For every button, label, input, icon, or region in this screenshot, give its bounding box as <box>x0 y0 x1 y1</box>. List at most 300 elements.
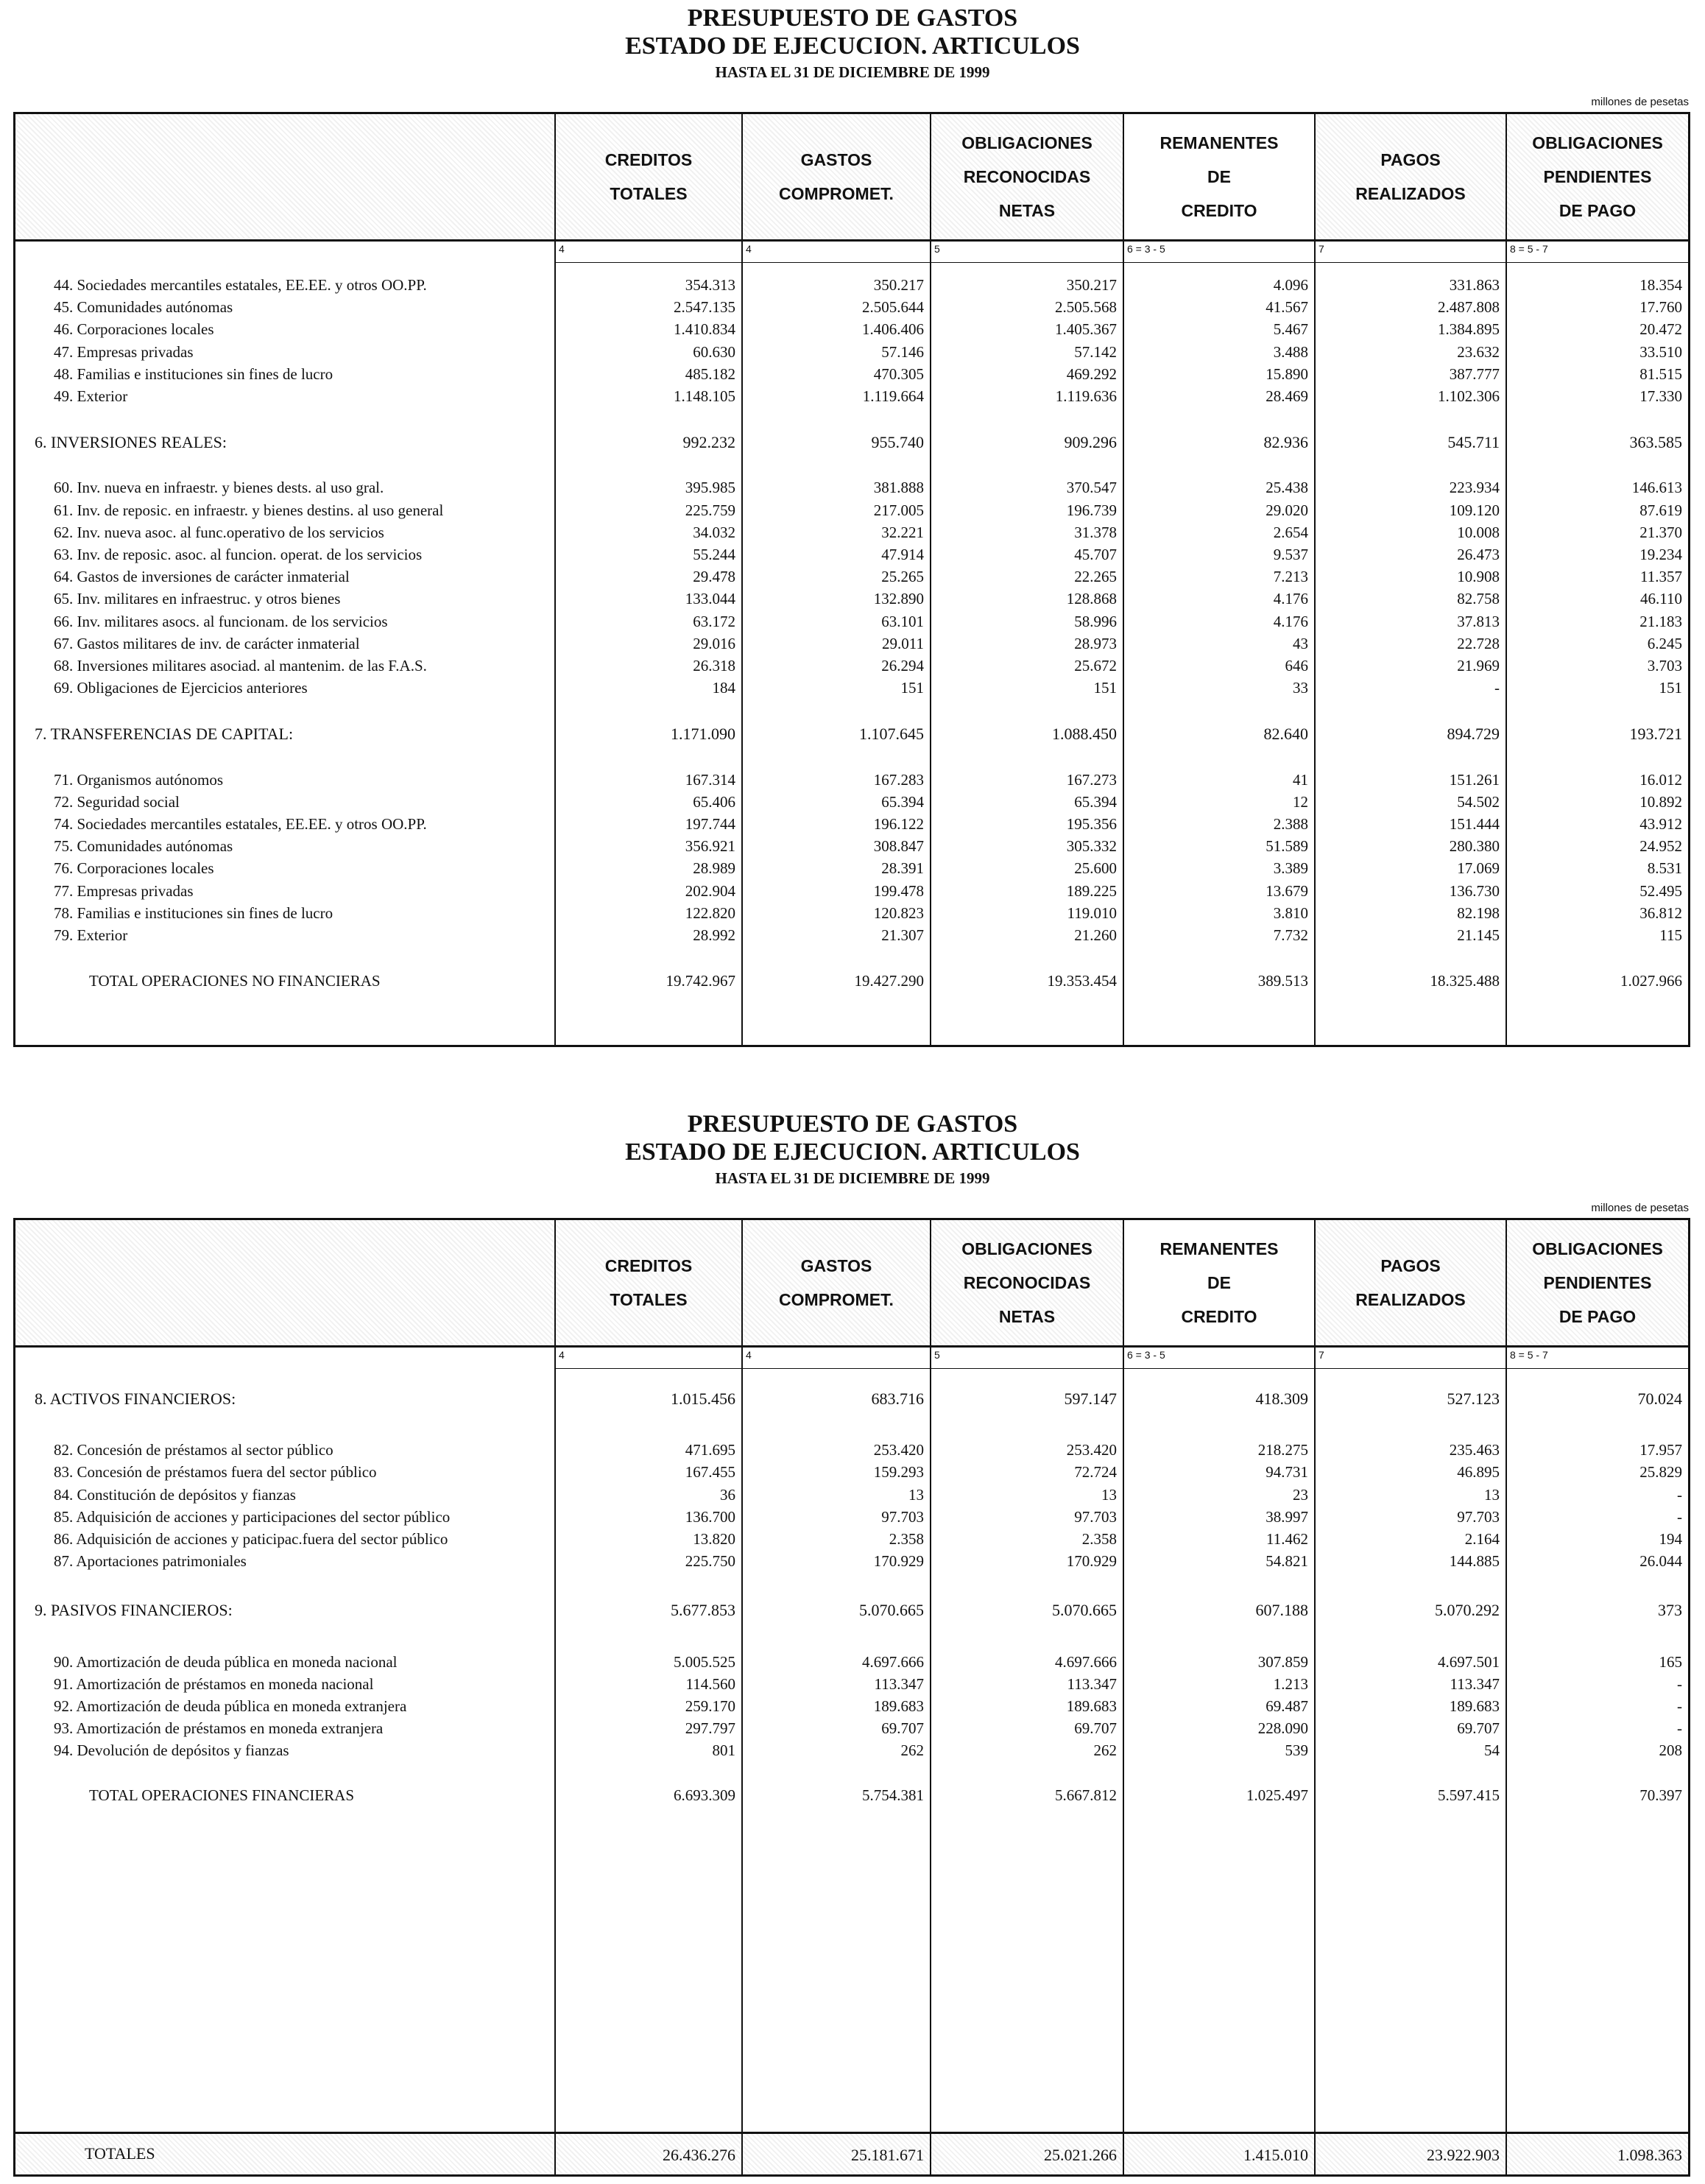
cell-value: 5.070.665 <box>1052 1601 1117 1620</box>
row-label-header <box>15 1220 554 1345</box>
table-row <box>15 320 1688 342</box>
column-header-line: RECONOCIDAS <box>963 167 1091 186</box>
cell-value: 28.973 <box>1074 634 1117 652</box>
cell-value: 485.182 <box>685 364 735 383</box>
cell-value: 33 <box>1293 679 1308 697</box>
column-header-line: OBLIGACIONES <box>1532 1239 1663 1258</box>
cell-value: 10.892 <box>1639 792 1682 811</box>
cell-value: 57.146 <box>881 342 924 361</box>
cell-value: 6.245 <box>1647 634 1682 652</box>
cell-value: 21.969 <box>1457 657 1500 674</box>
cell-value: 235.463 <box>1449 1441 1500 1459</box>
cell-value: 17.760 <box>1639 298 1682 317</box>
cell-value: 54.502 <box>1457 792 1500 811</box>
cell-value: 5.677.853 <box>671 1601 735 1620</box>
cell-value: 82.758 <box>1457 590 1500 608</box>
cell-value: 45.707 <box>1074 546 1117 563</box>
row-label-header <box>15 114 554 239</box>
cell-value: 683.716 <box>871 1389 924 1408</box>
cell-value: 4.176 <box>1273 612 1308 630</box>
table-row <box>15 1719 1688 1741</box>
row-label: 67. Gastos militares de inv. de carácter inmaterial <box>54 634 360 652</box>
row-label: 74. Sociedades mercantiles estatales, EE.EE. y otros OO.PP. <box>54 815 427 833</box>
cell-value: 65.406 <box>693 792 735 811</box>
cell-value: 11.357 <box>1640 568 1682 586</box>
cell-value: 29.011 <box>882 634 924 652</box>
row-label: 87. Aportaciones patrimoniales <box>54 1552 247 1571</box>
cell-value: 63.101 <box>881 612 924 630</box>
row-label: 94. Devolución de depósitos y fianzas <box>54 1741 289 1760</box>
column-header <box>556 1220 741 1345</box>
cell-value: 2.487.808 <box>1438 298 1500 317</box>
cell-value: 114.560 <box>685 1674 735 1693</box>
cell-value: 1.102.306 <box>1438 387 1500 405</box>
column-header-line: OBLIGACIONES <box>961 1239 1092 1258</box>
row-label: 78. Familias e instituciones sin fines de lucro <box>54 903 333 922</box>
row-label: TOTAL OPERACIONES FINANCIERAS <box>89 1786 355 1804</box>
column-header-line: DE <box>1207 1273 1231 1292</box>
cell-value: 159.293 <box>873 1463 924 1482</box>
title: PRESUPUESTO DE GASTOS <box>687 4 1018 32</box>
row-label: 46. Corporaciones locales <box>54 320 214 339</box>
table-row <box>15 1741 1688 1764</box>
table-row <box>15 882 1688 904</box>
cell-value: 70.024 <box>1637 1389 1682 1408</box>
cell-value: 41 <box>1293 770 1308 789</box>
cell-value: 21.260 <box>1074 926 1117 944</box>
cell-value: 363.585 <box>1629 433 1682 452</box>
cell-value: 223.934 <box>1449 479 1500 497</box>
cell-value: 193.721 <box>1629 725 1682 744</box>
cell-value: 11.462 <box>1266 1530 1308 1548</box>
cell-value: 189.225 <box>1066 881 1117 900</box>
cell-value: 2.358 <box>889 1530 924 1548</box>
cell-value: 5.070.292 <box>1435 1601 1500 1620</box>
cell-value: 167.314 <box>685 770 735 789</box>
cell-value: 208 <box>1659 1741 1682 1760</box>
date-line: HASTA EL 31 DE DICIEMBRE DE 1999 <box>715 63 990 81</box>
row-label: 82. Concesión de préstamos al sector público <box>54 1441 333 1459</box>
cell-value: 170.929 <box>1066 1552 1117 1571</box>
cell-value: 28.989 <box>693 859 735 878</box>
table-row <box>15 1653 1688 1675</box>
cell-value: 69.707 <box>881 1719 924 1738</box>
cell-value: 381.888 <box>873 479 924 497</box>
column-header-line: DE PAGO <box>1558 201 1637 220</box>
cell-value: 151 <box>1659 679 1682 697</box>
cell-value: 113.347 <box>874 1674 924 1693</box>
cell-value: 2.654 <box>1273 523 1308 541</box>
cell-value: 52.495 <box>1639 881 1682 900</box>
cell-value: 19.353.454 <box>1047 972 1117 990</box>
cell-value: 199.478 <box>873 881 924 900</box>
cell-value: 189.683 <box>873 1697 924 1715</box>
budget-table <box>13 1218 1690 2177</box>
table-row <box>15 613 1688 635</box>
cell-value: 7.213 <box>1273 568 1308 586</box>
table-row <box>15 837 1688 859</box>
grand-total-value: 1.098.363 <box>1617 2146 1682 2164</box>
cell-value: 1.213 <box>1273 1674 1308 1693</box>
cell-value: 41.567 <box>1265 298 1308 317</box>
cell-value: 262 <box>1093 1741 1117 1760</box>
cell-value: 1.088.450 <box>1052 725 1117 744</box>
cell-value: 21.183 <box>1639 612 1682 630</box>
column-formula: 6 = 3 - 5 <box>1127 1349 1165 1361</box>
cell-value: 19.742.967 <box>666 972 735 990</box>
column-header-line: REALIZADOS <box>1355 184 1466 203</box>
cell-value: - <box>1677 1697 1682 1715</box>
cell-value: 13.820 <box>693 1530 735 1548</box>
row-label: 66. Inv. militares asocs. al funcionam. de los servicios <box>54 612 388 630</box>
cell-value: 305.332 <box>1066 837 1117 856</box>
column-header-line: GASTOS <box>800 1256 872 1275</box>
table-row <box>15 1675 1688 1697</box>
grand-total-value: 1.415.010 <box>1243 2146 1308 2164</box>
grand-total-value: 26.436.276 <box>663 2146 735 2164</box>
row-label: 6. INVERSIONES REALES: <box>35 433 227 452</box>
cell-value: 1.171.090 <box>671 725 735 744</box>
cell-value: 13.679 <box>1265 881 1308 900</box>
column-header-line: CREDITOS <box>604 150 693 169</box>
chapter-row <box>15 725 1688 747</box>
cell-value: 395.985 <box>685 479 735 497</box>
cell-value: 151 <box>900 679 924 697</box>
cell-value: 51.589 <box>1265 837 1308 856</box>
cell-value: 136.700 <box>685 1507 735 1526</box>
cell-value: 82.640 <box>1263 725 1308 744</box>
cell-value: 19.234 <box>1639 546 1682 563</box>
cell-value: 6.693.309 <box>674 1786 735 1804</box>
cell-value: 3.389 <box>1273 859 1308 878</box>
cell-value: 253.420 <box>1066 1441 1117 1459</box>
cell-value: 31.378 <box>1074 523 1117 541</box>
cell-value: 58.996 <box>1074 612 1117 630</box>
cell-value: 539 <box>1285 1741 1308 1760</box>
cell-value: 894.729 <box>1447 725 1500 744</box>
cell-value: 12 <box>1293 792 1308 811</box>
row-label: 76. Corporaciones locales <box>54 859 214 878</box>
column-formula: 4 <box>559 243 565 255</box>
cell-value: 25.672 <box>1074 657 1117 674</box>
cell-value: 13 <box>1484 1485 1500 1504</box>
row-label: 90. Amortización de deuda pública en moneda nacional <box>54 1652 398 1671</box>
cell-value: 46.895 <box>1457 1463 1500 1482</box>
cell-value: 1.405.367 <box>1055 320 1117 339</box>
cell-value: 25.829 <box>1639 1463 1682 1482</box>
cell-value: 60.630 <box>693 342 735 361</box>
cell-value: 81.515 <box>1639 364 1682 383</box>
table-row <box>15 546 1688 568</box>
cell-value: 202.904 <box>685 881 735 900</box>
table-row <box>15 1508 1688 1530</box>
column-header <box>556 114 741 239</box>
cell-value: 25.265 <box>881 568 924 586</box>
grand-total-label: TOTALES <box>85 2144 155 2163</box>
row-label: 63. Inv. de reposic. asoc. al funcion. operat. de los servicios <box>54 546 423 563</box>
column-header-line: COMPROMET. <box>779 184 894 203</box>
cell-value: 69.487 <box>1265 1697 1308 1715</box>
cell-value: 26.318 <box>693 657 735 674</box>
cell-value: 909.296 <box>1064 433 1117 452</box>
cell-value: 65.394 <box>881 792 924 811</box>
column-header <box>1124 1220 1314 1345</box>
column-divider <box>930 1220 931 2174</box>
row-label: 64. Gastos de inversiones de carácter inmaterial <box>54 568 350 586</box>
grand-total-value: 25.021.266 <box>1044 2146 1117 2164</box>
cell-value: 133.044 <box>685 590 735 608</box>
cell-value: 350.217 <box>873 276 924 294</box>
cell-value: 113.347 <box>1067 1674 1117 1693</box>
cell-value: 120.823 <box>873 903 924 922</box>
column-header-line: OBLIGACIONES <box>1532 133 1663 152</box>
cell-value: 128.868 <box>1066 590 1117 608</box>
cell-value: 54.821 <box>1265 1552 1308 1571</box>
subtitle: ESTADO DE EJECUCION. ARTICULOS <box>625 1138 1080 1166</box>
cell-value: 370.547 <box>1066 479 1117 497</box>
cell-value: 28.992 <box>693 926 735 944</box>
cell-value: 331.863 <box>1449 276 1500 294</box>
cell-value: 297.797 <box>685 1719 735 1738</box>
cell-value: 4.697.666 <box>1055 1652 1117 1671</box>
column-formula: 4 <box>746 243 752 255</box>
cell-value: 28.469 <box>1265 387 1308 405</box>
column-header <box>931 114 1123 239</box>
cell-value: 109.120 <box>1449 501 1500 519</box>
column-header-line: COMPROMET. <box>779 1290 894 1309</box>
cell-value: 259.170 <box>685 1697 735 1715</box>
cell-value: 170.929 <box>873 1552 924 1571</box>
cell-value: 32.221 <box>881 523 924 541</box>
cell-value: 1.148.105 <box>674 387 735 405</box>
table-row <box>15 501 1688 524</box>
column-header-line: PAGOS <box>1380 1256 1441 1275</box>
column-formula: 5 <box>934 243 940 255</box>
cell-value: 5.467 <box>1273 320 1308 339</box>
cell-value: 5.070.665 <box>859 1601 924 1620</box>
table-row <box>15 1463 1688 1485</box>
cell-value: 17.069 <box>1457 859 1500 878</box>
cell-value: 9.537 <box>1273 546 1308 563</box>
cell-value: 1.384.895 <box>1438 320 1500 339</box>
cell-value: 25.438 <box>1265 479 1308 497</box>
cell-value: 2.505.568 <box>1055 298 1117 317</box>
cell-value: 308.847 <box>873 837 924 856</box>
cell-value: 13 <box>1101 1485 1117 1504</box>
table-row <box>15 1486 1688 1508</box>
column-header-line: CREDITO <box>1181 201 1257 220</box>
cell-value: 992.232 <box>682 433 735 452</box>
subtitle: ESTADO DE EJECUCION. ARTICULOS <box>625 32 1080 60</box>
cell-value: 1.015.456 <box>671 1389 735 1408</box>
table-row <box>15 568 1688 590</box>
column-divider <box>554 1220 556 2174</box>
cell-value: 307.859 <box>1257 1652 1308 1671</box>
table-header <box>15 114 1688 242</box>
cell-value: 801 <box>712 1741 735 1760</box>
column-header <box>743 1220 930 1345</box>
table-row <box>15 590 1688 612</box>
chapter-row <box>15 1389 1688 1412</box>
column-header-line: DE <box>1207 167 1231 186</box>
column-header-line: REALIZADOS <box>1355 1290 1466 1309</box>
cell-value: 132.890 <box>873 590 924 608</box>
units-note: millones de pesetas <box>1591 1202 1689 1214</box>
column-header-line: OBLIGACIONES <box>961 133 1092 152</box>
cell-value: 25.600 <box>1074 859 1117 878</box>
cell-value: 22.728 <box>1457 634 1500 652</box>
table-row <box>15 524 1688 546</box>
cell-value: 10.008 <box>1457 523 1500 541</box>
cell-value: 38.997 <box>1265 1507 1308 1526</box>
column-header <box>1507 114 1688 239</box>
cell-value: 18.354 <box>1639 276 1682 294</box>
cell-value: - <box>1677 1507 1682 1526</box>
column-header-line: CREDITOS <box>604 1256 693 1275</box>
row-label: 85. Adquisición de acciones y participaciones del sector público <box>54 1507 451 1526</box>
cell-value: 43 <box>1293 634 1308 652</box>
cell-value: 955.740 <box>871 433 924 452</box>
table-row <box>15 1530 1688 1552</box>
cell-value: 4.697.666 <box>862 1652 924 1671</box>
cell-value: 167.283 <box>873 770 924 789</box>
column-header-line: NETAS <box>998 1307 1056 1326</box>
cell-value: 189.683 <box>1449 1697 1500 1715</box>
grand-total-value: 25.181.671 <box>851 2146 924 2164</box>
cell-value: 527.123 <box>1447 1389 1500 1408</box>
row-label: 72. Seguridad social <box>54 792 180 811</box>
row-label: 7. TRANSFERENCIAS DE CAPITAL: <box>35 725 294 744</box>
column-formula: 6 = 3 - 5 <box>1127 243 1165 255</box>
column-header-line: PENDIENTES <box>1543 1273 1652 1292</box>
column-header-line: PENDIENTES <box>1543 167 1652 186</box>
row-label: 49. Exterior <box>54 387 128 405</box>
cell-value: 17.957 <box>1639 1441 1682 1459</box>
date-line: HASTA EL 31 DE DICIEMBRE DE 1999 <box>715 1169 990 1187</box>
row-label: 44. Sociedades mercantiles estatales, EE.EE. y otros OO.PP. <box>54 276 427 294</box>
cell-value: 115 <box>1659 926 1682 944</box>
cell-value: 225.750 <box>685 1552 735 1571</box>
row-label: 62. Inv. nueva asoc. al func.operativo de los servicios <box>54 523 384 541</box>
column-header-line: TOTALES <box>610 184 688 203</box>
table-row <box>15 343 1688 365</box>
table-row <box>15 679 1688 701</box>
row-label: 8. ACTIVOS FINANCIEROS: <box>35 1389 236 1408</box>
table-row <box>15 635 1688 657</box>
cell-value: 597.147 <box>1064 1389 1117 1408</box>
cell-value: 69.707 <box>1457 1719 1500 1738</box>
column-header-line: GASTOS <box>800 150 872 169</box>
column-formula: 7 <box>1319 243 1324 255</box>
cell-value: 218.275 <box>1257 1441 1308 1459</box>
cell-value: 189.683 <box>1066 1697 1117 1715</box>
table-row <box>15 479 1688 501</box>
cell-value: 29.478 <box>693 568 735 586</box>
cell-value: 167.273 <box>1066 770 1117 789</box>
column-header-line: REMANENTES <box>1159 1239 1279 1258</box>
cell-value: 36.812 <box>1639 903 1682 922</box>
cell-value: 26.294 <box>881 657 924 674</box>
row-label: 79. Exterior <box>54 926 128 944</box>
cell-value: 151 <box>1093 679 1117 697</box>
cell-value: 119.010 <box>1067 903 1117 922</box>
cell-value: 5.005.525 <box>674 1652 735 1671</box>
row-label: 69. Obligaciones de Ejercicios anteriores <box>54 679 308 697</box>
cell-value: 97.703 <box>881 1507 924 1526</box>
row-label: 83. Concesión de préstamos fuera del sector público <box>54 1463 377 1482</box>
cell-value: 2.388 <box>1273 815 1308 833</box>
cell-value: - <box>1677 1719 1682 1738</box>
cell-value: 3.488 <box>1273 342 1308 361</box>
cell-value: 15.890 <box>1265 364 1308 383</box>
cell-value: 4.096 <box>1273 276 1308 294</box>
cell-value: 70.397 <box>1639 1786 1682 1804</box>
cell-value: 55.244 <box>693 546 735 563</box>
cell-value: 97.703 <box>1457 1507 1500 1526</box>
column-header <box>931 1220 1123 1345</box>
chapter-row <box>15 433 1688 455</box>
row-label: 77. Empresas privadas <box>54 881 194 900</box>
cell-value: 87.619 <box>1639 501 1682 519</box>
cell-value: 94.731 <box>1265 1463 1308 1482</box>
column-header <box>1507 1220 1688 1345</box>
cell-value: 144.885 <box>1449 1552 1500 1571</box>
column-formula: 8 = 5 - 7 <box>1510 243 1548 255</box>
budget-table <box>13 112 1690 1047</box>
column-header-line: PAGOS <box>1380 150 1441 169</box>
cell-value: 4.176 <box>1273 590 1308 608</box>
column-header <box>1124 114 1314 239</box>
cell-value: 43.912 <box>1639 815 1682 833</box>
cell-value: - <box>1677 1485 1682 1504</box>
cell-value: 21.145 <box>1457 926 1500 944</box>
cell-value: 21.307 <box>881 926 924 944</box>
cell-value: 5.597.415 <box>1438 1786 1500 1804</box>
cell-value: 54 <box>1484 1741 1500 1760</box>
cell-value: 20.472 <box>1639 320 1682 339</box>
cell-value: 13 <box>908 1485 924 1504</box>
row-label: 45. Comunidades autónomas <box>54 298 233 317</box>
cell-value: 389.513 <box>1257 972 1308 990</box>
cell-value: 373 <box>1658 1601 1682 1620</box>
chapter-row <box>15 1601 1688 1623</box>
table-row <box>15 771 1688 793</box>
formula-band-divider <box>554 262 1688 263</box>
cell-value: 646 <box>1285 657 1308 674</box>
cell-value: 47.914 <box>881 546 924 563</box>
column-formula: 4 <box>559 1349 565 1361</box>
cell-value: 63.172 <box>693 612 735 630</box>
row-label: 65. Inv. militares en infraestruc. y otros bienes <box>54 590 341 608</box>
cell-value: 1.107.645 <box>859 725 924 744</box>
cell-value: 37.813 <box>1457 612 1500 630</box>
row-label: 48. Familias e instituciones sin fines de lucro <box>54 364 333 383</box>
cell-value: 4.697.501 <box>1438 1652 1500 1671</box>
cell-value: 194 <box>1659 1530 1682 1548</box>
cell-value: 1.025.497 <box>1246 1786 1308 1804</box>
cell-value: 28.391 <box>881 859 924 878</box>
cell-value: 228.090 <box>1257 1719 1308 1738</box>
cell-value: 29.016 <box>693 634 735 652</box>
row-label: 60. Inv. nueva en infraestr. y bienes dests. al uso gral. <box>54 479 384 497</box>
cell-value: 1.119.664 <box>862 387 924 405</box>
column-divider <box>1505 1220 1507 2174</box>
cell-value: 69.707 <box>1074 1719 1117 1738</box>
table-row <box>15 1441 1688 1463</box>
column-formula: 4 <box>746 1349 752 1361</box>
table-row <box>15 904 1688 926</box>
cell-value: 151.261 <box>1449 770 1500 789</box>
